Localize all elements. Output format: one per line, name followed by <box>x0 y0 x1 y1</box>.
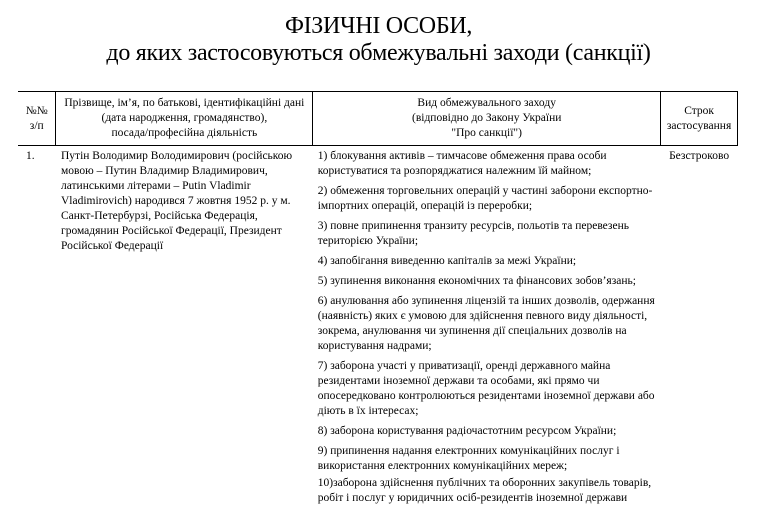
measure-item: 3) повне припинення транзиту ресурсів, польотів та перевезень територією України; <box>317 220 629 247</box>
measure-item: 6) анулювання або зупинення ліцензій та інших дозволів, одержання (наявність) яких є умовою для здійснення певного виду діяльності, зокрема, анулювання чи зупинення дії спеціальних дозволів на користування надрами; <box>317 295 655 352</box>
header-number-line: №№ <box>25 104 48 117</box>
document-title: ФІЗИЧНІ ОСОБИ, <box>284 13 473 39</box>
measure-item: 1) блокування активів – тимчасове обмеження права особи користуватися та розпоряджатися належним їй майном; <box>317 150 607 177</box>
header-term-line: Строк <box>684 104 714 117</box>
table-row <box>18 146 738 510</box>
measure-item: 7) заборона участі у приватизації, оренді державного майна резидентами іноземної держави та особами, які прямо чи опосередковано контролюються резидентами іноземної держави або діють в їх інтересах; <box>317 360 655 417</box>
header-person-line: (дата народження, громадянство), <box>101 112 268 124</box>
row-number: 1. <box>26 150 35 162</box>
header-person-line: Прізвище, ім’я, по батькові, ідентифікаційні дані <box>64 97 305 109</box>
measure-item: 10)заборона здійснення публічних та оборонних закупівель товарів, робіт і послуг у юридичних осіб-резидентів іноземної держави <box>317 477 652 504</box>
measure-item: 5) зупинення виконання економічних та фінансових зобов’язань; <box>317 275 636 287</box>
measure-item: 8) заборона користування радіочастотним ресурсом України; <box>317 425 617 437</box>
measure-item: 4) запобігання виведенню капіталів за межі України; <box>317 255 577 267</box>
header-measure-line: "Про санкції") <box>451 127 522 139</box>
header-number <box>18 92 56 146</box>
header-row <box>18 92 738 146</box>
measure-item: 2) обмеження торговельних операцій у частині заборони експортно-імпортних операцій, операцій із переробки; <box>317 185 653 212</box>
table-body <box>18 146 738 510</box>
table-header <box>18 92 738 146</box>
document-subtitle: до яких застосовуються обмежувальні заходи (санкції) <box>106 40 651 66</box>
header-term <box>661 92 738 146</box>
header-number-line: з/п <box>29 119 44 132</box>
header-restrictive-measure <box>313 92 661 146</box>
header-person-line: посада/професійна діяльність <box>111 127 258 139</box>
measures-list <box>313 146 661 510</box>
header-measure-line: (відповідно до Закону України <box>411 112 562 124</box>
header-term-line: застосування <box>666 119 732 132</box>
header-measure-line: Вид обмежувального заходу <box>417 97 556 109</box>
measure-item: 9) припинення надання електронних комунікаційних послуг і використання електронних комунікаційних мереж; <box>317 445 620 472</box>
header-person-details <box>56 92 313 146</box>
sanction-term: Безстроково <box>669 150 730 162</box>
person-details: Путін Володимир Володимирович (російською мовою – Путин Владимир Владимирович, латинськими літерами – Putin Vladimir Vladimirovich) народився 7 жовтня 1952 р. у м. Санкт-Петербурзі, Російська Федерація, громадянин Російської Федерації, Президент Російської Федерації <box>60 150 293 252</box>
sanctions-table <box>18 91 738 510</box>
